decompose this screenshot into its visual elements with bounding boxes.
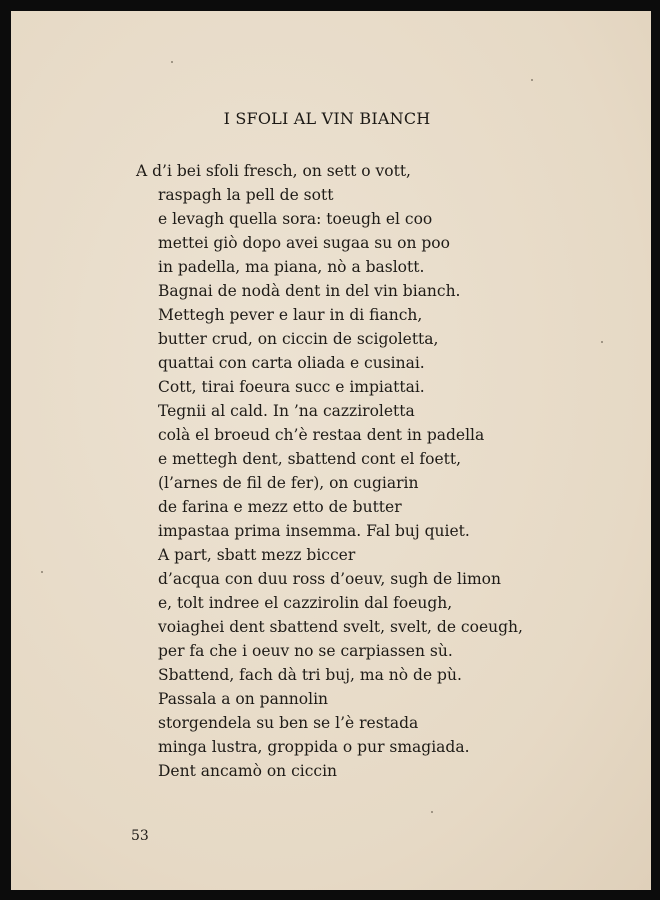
poem-line: de farina e mezz etto de butter	[158, 498, 402, 516]
poem-line: Mettegh pever e laur in di fianch,	[158, 306, 423, 324]
poem-line: minga lustra, groppida o pur smagiada.	[158, 738, 470, 756]
poem-line: A d’i bei sfoli fresch, on sett o vott,	[136, 162, 411, 180]
poem-line: mettei giò dopo avei sugaa su on poo	[158, 234, 450, 252]
paper-speck	[41, 571, 43, 573]
paper-speck	[171, 61, 173, 63]
poem-line: impastaa prima insemma. Fal buj quiet.	[158, 522, 470, 540]
poem-line: in padella, ma piana, nò a baslott.	[158, 258, 425, 276]
poem-line: Dent ancamò on ciccin	[158, 762, 338, 780]
poem-line: Cott, tirai foeura succ e impiattai.	[158, 378, 425, 396]
poem-line: e mettegh dent, sbattend cont el foett,	[158, 450, 462, 468]
poem-line: e, tolt indree el cazzirolin dal foeugh,	[158, 594, 453, 612]
poem-line: Tegnii al cald. In ’na cazziroletta	[158, 402, 415, 420]
poem-title: I SFOLI AL VIN BIANCH	[223, 109, 431, 128]
poem-line: d’acqua con duu ross d’oeuv, sugh de limon	[158, 570, 501, 588]
poem-line: colà el broeud ch’è restaa dent in padella	[158, 426, 485, 444]
page-number: 53	[131, 828, 149, 844]
poem-line: (l’arnes de fil de fer), on cugiarin	[158, 474, 419, 492]
paper-speck	[431, 811, 433, 813]
book-page	[11, 11, 651, 890]
poem-line: Sbattend, fach dà tri buj, ma nò de pù.	[158, 666, 462, 684]
poem-line: e levagh quella sora: toeugh el coo	[158, 210, 433, 228]
poem-line: per fa che i oeuv no se carpiassen sù.	[158, 642, 453, 660]
poem-line: raspagh la pell de sott	[158, 186, 334, 204]
poem-line: storgendela su ben se l’è restada	[158, 714, 419, 732]
poem-line: quattai con carta oliada e cusinai.	[158, 354, 425, 372]
poem-line: voiaghei dent sbattend svelt, svelt, de coeugh,	[158, 618, 523, 636]
paper-speck	[531, 79, 533, 81]
poem-line: Bagnai de nodà dent in del vin bianch.	[158, 282, 461, 300]
paper-speck	[601, 341, 603, 343]
poem-line: Passala a on pannolin	[158, 690, 329, 708]
poem-line: A part, sbatt mezz biccer	[158, 546, 356, 564]
poem-line: butter crud, on ciccin de scigoletta,	[158, 330, 439, 348]
